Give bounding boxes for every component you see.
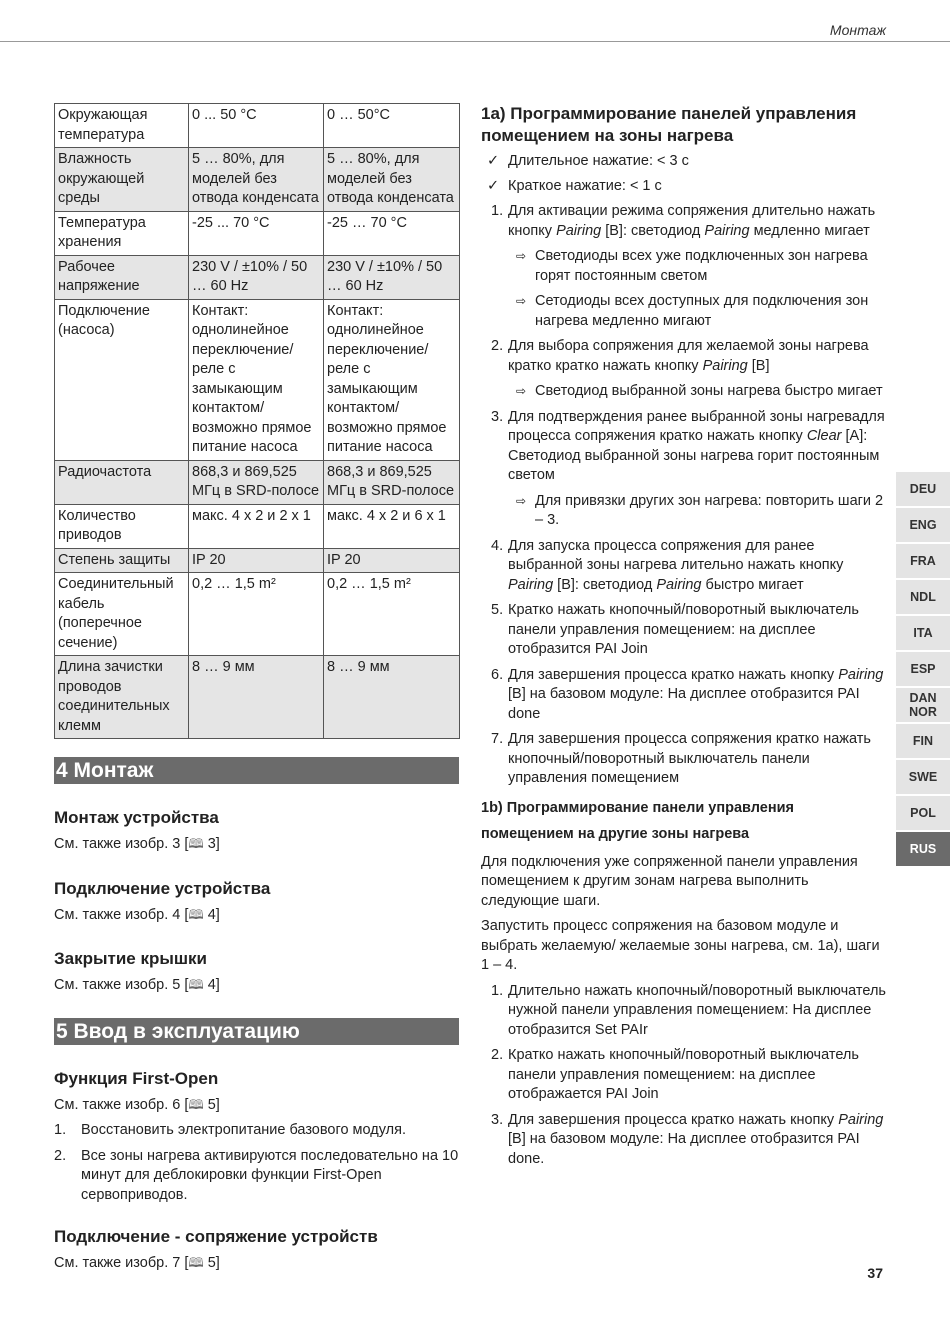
step-7: 7. Для завершения процесса сопряжения кратко нажать кнопочный/поворотный выключатель панели управления помещением (491, 731, 871, 786)
book-icon: 🕮 (188, 977, 204, 992)
result-arrow-icon: ⇨ (516, 493, 527, 508)
step-2: 2. Для выбора сопряжения для желаемой зоны нагрева кратко кратко нажать кнопку Pairing [B] (491, 338, 869, 374)
spec-table (54, 103, 460, 739)
heading-1a: 1a) Программирование панелей управления помещением на зоны нагрева (481, 104, 857, 145)
section-4-heading: 4 Монтаж (54, 757, 459, 784)
table-cell-value: 868,3 и 869,525 МГц в SRD-полосе (324, 460, 460, 504)
step-1: 1. Для активации режима сопряжения длительно нажать кнопку Pairing [B]: светодиод Pairing медленно мигает (491, 203, 876, 239)
table-cell-value: IP 20 (324, 548, 460, 573)
table-row (55, 255, 460, 299)
step-1b-3: 3. Для завершения процесса кратко нажать кнопку Pairing [B] на базовом модуле: На дисплее отобразится PAI done. (491, 1111, 884, 1167)
table-cell-value: 230 V / ±10% / 50 … 60 Hz (189, 255, 324, 299)
book-icon: 🕮 (188, 1096, 204, 1112)
mount-reference: См. также изобр. 3 [🕮 3] (54, 836, 220, 852)
check-icon: ✓ (487, 153, 500, 169)
step-3: 3. Для подтверждения ранее выбранной зоны нагревадля процесса сопряжения кратко нажать кнопку Clear [A]: Светодиод выбранной зоны нагрева горит постоянным светом (491, 408, 885, 483)
paragraph: Для подключения уже сопряженной панели управления помещением к другим зонам нагрева выполнить следующие шаги. (481, 853, 858, 909)
table-cell-value: 0 … 50°C (324, 104, 460, 148)
table-row (55, 104, 460, 148)
table-row (55, 460, 460, 504)
table-cell-label: Окружающая температура (55, 104, 189, 148)
pairing-reference: См. также изобр. 7 [🕮 5] (54, 1255, 220, 1271)
result-item: ⇨ Для привязки других зон нагрева: повторить шаги 2 – 3. (516, 492, 884, 528)
book-icon: 🕮 (188, 906, 204, 922)
mount-heading: Монтаж устройства (54, 808, 219, 827)
table-row (55, 573, 460, 656)
table-row (55, 504, 460, 548)
table-cell-value: 8 … 9 мм (324, 656, 460, 739)
first-open-reference: См. также изобр. 6 [🕮 5] (54, 1096, 220, 1113)
book-icon: 🕮 (188, 836, 204, 851)
table-cell-label: Рабочее напряжение (55, 255, 189, 299)
table-cell-value: макс. 4 x 2 и 6 x 1 (324, 504, 460, 548)
book-icon: 🕮 (188, 1255, 204, 1270)
table-cell-value: IP 20 (189, 548, 324, 573)
language-tab-ndl[interactable]: NDL (896, 580, 950, 614)
table-cell-value: 868,3 и 869,525 МГц в SRD-полосе (189, 460, 324, 504)
table-cell-value: 8 … 9 мм (189, 656, 324, 739)
language-tabs (896, 472, 950, 868)
table-row (55, 656, 460, 739)
running-header: Монтаж (829, 22, 886, 38)
section-5-heading: 5 Ввод в эксплуатацию (54, 1018, 459, 1045)
list-item: 2. Все зоны нагрева активируются последовательно на 10 минут для деблокировки функции First-Open сервоприводов. (54, 1147, 459, 1203)
language-tab-eng[interactable]: ENG (896, 508, 950, 542)
language-tab-dan-nor[interactable]: DAN NOR (896, 688, 950, 722)
table-row (55, 299, 460, 460)
language-tab-rus[interactable]: RUS (896, 832, 950, 866)
table-cell-value: макс. 4 x 2 и 2 x 1 (189, 504, 324, 548)
result-item: ⇨ Светодиоды всех уже подключенных зон нагрева горят постоянным светом (516, 248, 868, 284)
connect-reference: См. также изобр. 4 [🕮 4] (54, 906, 220, 923)
table-cell-value: 0 ... 50 °C (189, 104, 324, 148)
table-cell-label: Количество приводов (55, 504, 189, 548)
table-cell-value: Контакт: однолинейное переключение/реле с замыкающим контактом/возможно прямое питание насоса (189, 299, 324, 460)
table-cell-value: 0,2 … 1,5 m² (189, 573, 324, 656)
table-cell-label: Длина зачистки проводов соединительных клемм (55, 656, 189, 739)
result-item: ⇨ Сетодиоды всех доступных для подключения зон нагрева медленно мигают (516, 293, 869, 329)
language-tab-pol[interactable]: POL (896, 796, 950, 830)
connect-heading: Подключение устройства (54, 878, 271, 898)
step-4: 4. Для запуска процесса сопряжения для ранее выбранной зоны нагрева лительно нажать кнопку Pairing [B]: светодиод Pairing быстро мигает (491, 537, 844, 593)
result-arrow-icon: ⇨ (516, 294, 527, 308)
left-column (54, 103, 459, 1274)
table-cell-value: Контакт: однолинейное переключение/реле с замыкающим контактом/возможно прямое питание насоса (324, 299, 460, 460)
table-cell-value: -25 ... 70 °C (189, 211, 324, 255)
first-open-heading: Функция First-Open (54, 1068, 219, 1088)
first-open-steps (54, 1121, 459, 1205)
table-cell-value: 5 … 80%, для моделей без отвода конденсата (324, 148, 460, 212)
paragraph: Запустить процесс сопряжения на базовом модуле и выбрать желаемую/ желаемые зоны нагрева, см. 1a), шаги 1 – 4. (481, 918, 880, 973)
result-arrow-icon: ⇨ (516, 249, 527, 263)
result-arrow-icon: ⇨ (516, 384, 527, 398)
check-item: ✓ Краткое нажатие: < 1 с (481, 177, 887, 197)
list-item: 1. Восстановить электропитание базового модуля. (54, 1122, 406, 1138)
language-tab-deu[interactable]: DEU (896, 472, 950, 506)
language-tab-swe[interactable]: SWE (896, 760, 950, 794)
right-column (481, 103, 887, 1169)
table-row (55, 148, 460, 212)
table-cell-label: Подключение (насоса) (55, 299, 189, 460)
step-5: 5. Кратко нажать кнопочный/поворотный выключатель панели управления помещением: на дисплее отобразится PAI Join (491, 602, 859, 657)
language-tab-fin[interactable]: FIN (896, 724, 950, 758)
table-row (55, 211, 460, 255)
table-cell-label: Влажность окружающей среды (55, 148, 189, 212)
table-row (55, 548, 460, 573)
table-cell-label: Степень защиты (55, 548, 189, 573)
close-reference: См. также изобр. 5 [🕮 4] (54, 977, 220, 993)
check-item: ✓ Длительное нажатие: < 3 с (481, 152, 887, 172)
language-tab-fra[interactable]: FRA (896, 544, 950, 578)
table-cell-label: Температура хранения (55, 211, 189, 255)
language-tab-esp[interactable]: ESP (896, 652, 950, 686)
table-cell-value: 230 V / ±10% / 50 … 60 Hz (324, 255, 460, 299)
result-item: ⇨ Светодиод выбранной зоны нагрева быстро мигает (481, 382, 887, 402)
heading-1b: 1b) Программирование панели управления помещением на другие зоны нагрева (481, 799, 794, 842)
table-cell-label: Радиочастота (55, 460, 189, 504)
pairing-heading: Подключение - сопряжение устройств (54, 1227, 378, 1246)
step-6: 6. Для завершения процесса кратко нажать кнопку Pairing [B] на базовом модуле: На дисплее отобразится PAI done (491, 666, 884, 722)
check-icon: ✓ (487, 177, 500, 194)
page-number: 37 (867, 1265, 883, 1281)
header-rule (0, 41, 950, 42)
step-1b-2: 2. Кратко нажать кнопочный/поворотный выключатель панели управления помещением: на дисплее отображается PAI Join (491, 1047, 859, 1102)
table-cell-value: 5 … 80%, для моделей без отвода конденсата (189, 148, 324, 212)
close-heading: Закрытие крышки (54, 949, 208, 968)
language-tab-ita[interactable]: ITA (896, 616, 950, 650)
table-cell-label: Соединительный кабель (поперечное сечение) (55, 573, 189, 656)
table-cell-value: -25 … 70 °C (324, 211, 460, 255)
step-1b-1: 1. Длительно нажать кнопочный/поворотный выключатель нужной панели управления помещением: На дисплее отобразится Set PAIr (491, 982, 886, 1038)
table-cell-value: 0,2 … 1,5 m² (324, 573, 460, 656)
